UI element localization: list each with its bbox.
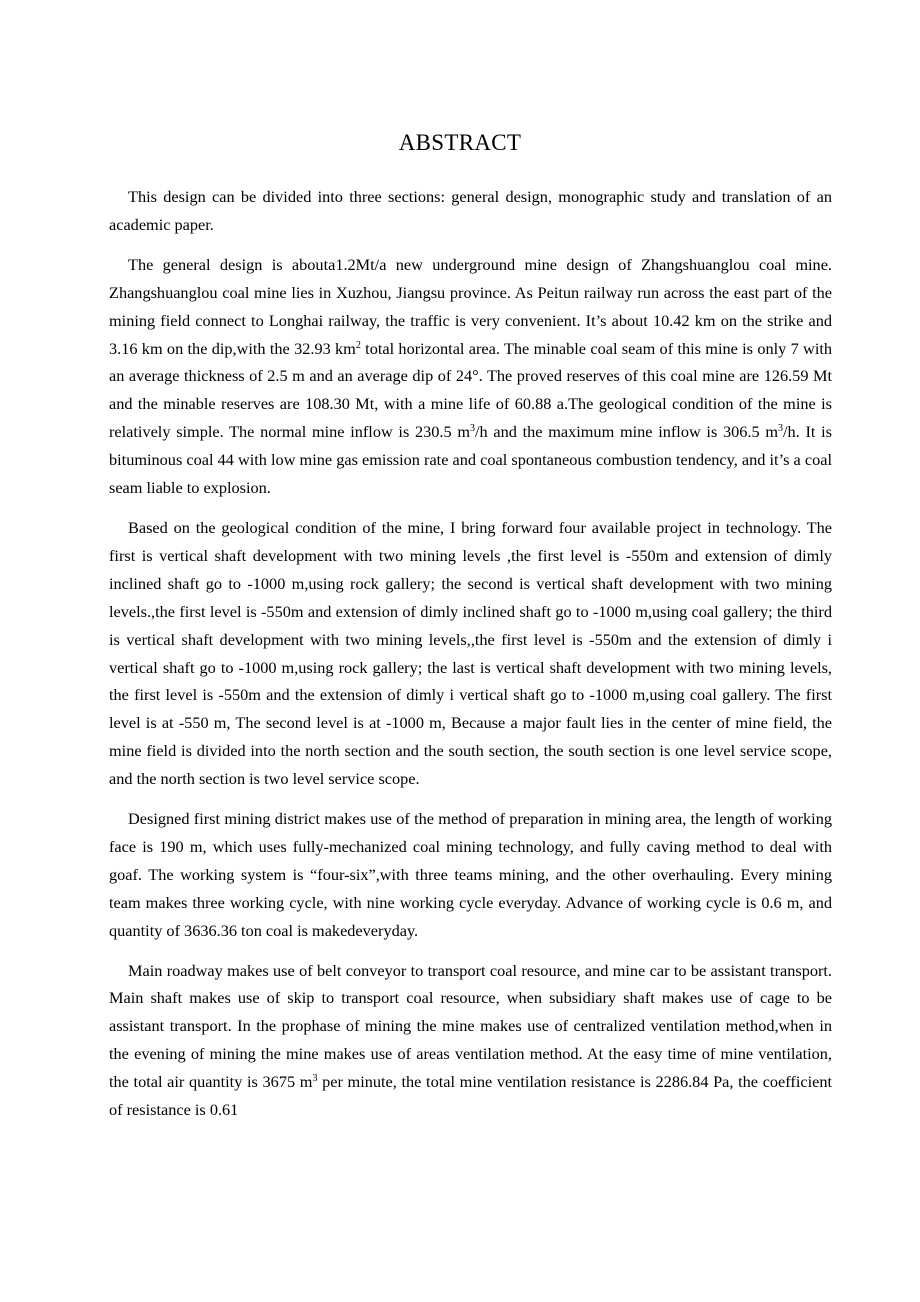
paragraph-text: This design can be divided into three sections: general design, monographic study and translation of an academic paper. [109,187,832,234]
paragraph-text: /h. It is bituminous coal 44 with low mine gas emission rate and coal spontaneous combustion tendency, and it’s a coal seam liable to explosion. [109,422,832,498]
paragraph-2 [109,251,832,502]
document-title: ABSTRACT [398,130,522,155]
document-body [109,183,832,1124]
paragraph-5 [109,957,832,1124]
superscript: 3 [778,423,784,435]
paragraph-text: Designed first mining district makes use of the method of preparation in mining area, the length of working face is 190 m, which uses fully-mechanized coal mining technology, and fully caving method to deal with goaf. The working system is “four-six”,with three teams mining, and the other overhauling. Every mining team makes three working cycle, with nine working cycle everyday. Advance of working cycle is 0.6 m, and quantity of 3636.36 ton coal is makedeveryday. [109,809,832,940]
paragraph-4 [109,805,832,945]
superscript: 3 [312,1073,318,1085]
superscript: 2 [355,339,361,351]
paragraph-text: The general design is abouta1.2Mt/a new underground mine design of Zhangshuanglou coal mine. Zhangshuanglou coal mine lies in Xuzhou, Jiangsu province. As Peitun railway run across the east part of the mining field connect to Longhai railway, the traffic is very convenient. It’s about 10.42 km on the strike and 3.16 km on the dip,with the 32.93 km [109,254,832,358]
paragraph-text: total horizontal area. The minable coal seam of this mine is only 7 with an average thickness of 2.5 m and an average dip of 24°. The proved reserves of this coal mine are 126.59 Mt and the minable reserves are 108.30 Mt, with a mine life of 60.88 a.The geological condition of the mine is relatively simple. The normal mine inflow is 230.5 m [109,338,833,442]
paragraph-text: /h and the maximum mine inflow is 306.5 m [475,422,779,442]
superscript: 3 [470,423,476,435]
paragraph-text: per minute, the total mine ventilation resistance is 2286.84 Pa, the coefficient of resistance is 0.61 [109,1072,832,1120]
paragraph-text: Based on the geological condition of the mine, I bring forward four available project in technology. The first is vertical shaft development with two mining levels ,the first level is -550m and extension of dimly inclined shaft go to -1000 m,using rock gallery; the second is vertical shaft development with two mining levels.,the first level is -550m and extension of dimly inclined shaft go to -1000 m,using coal gallery; the third is vertical shaft development with two mining levels,,the first level is -550m and the extension of dimly i vertical shaft go to -1000 m,using rock gallery; the last is vertical shaft development with two mining levels, the first level is -550m and the extension of dimly i vertical shaft go to -1000 m,using coal gallery. The first level is at -550 m, The second level is at -1000 m, Because a major fault lies in the center of mine field, the mine field is divided into the north section and the south section, the south section is one level service scope, and the north section is two level service scope. [109,517,832,789]
paragraph-text: Main roadway makes use of belt conveyor to transport coal resource, and mine car to be assistant transport. Main shaft makes use of skip to transport coal resource, when subsidiary shaft makes use of cage to be assistant transport. In the prophase of mining the mine makes use of centralized ventilation method,when in the evening of mining the mine makes use of areas ventilation method. At the easy time of mine ventilation, the total air quantity is 3675 m [109,960,832,1092]
paragraph-3 [109,514,832,793]
paragraph-1 [109,183,832,239]
